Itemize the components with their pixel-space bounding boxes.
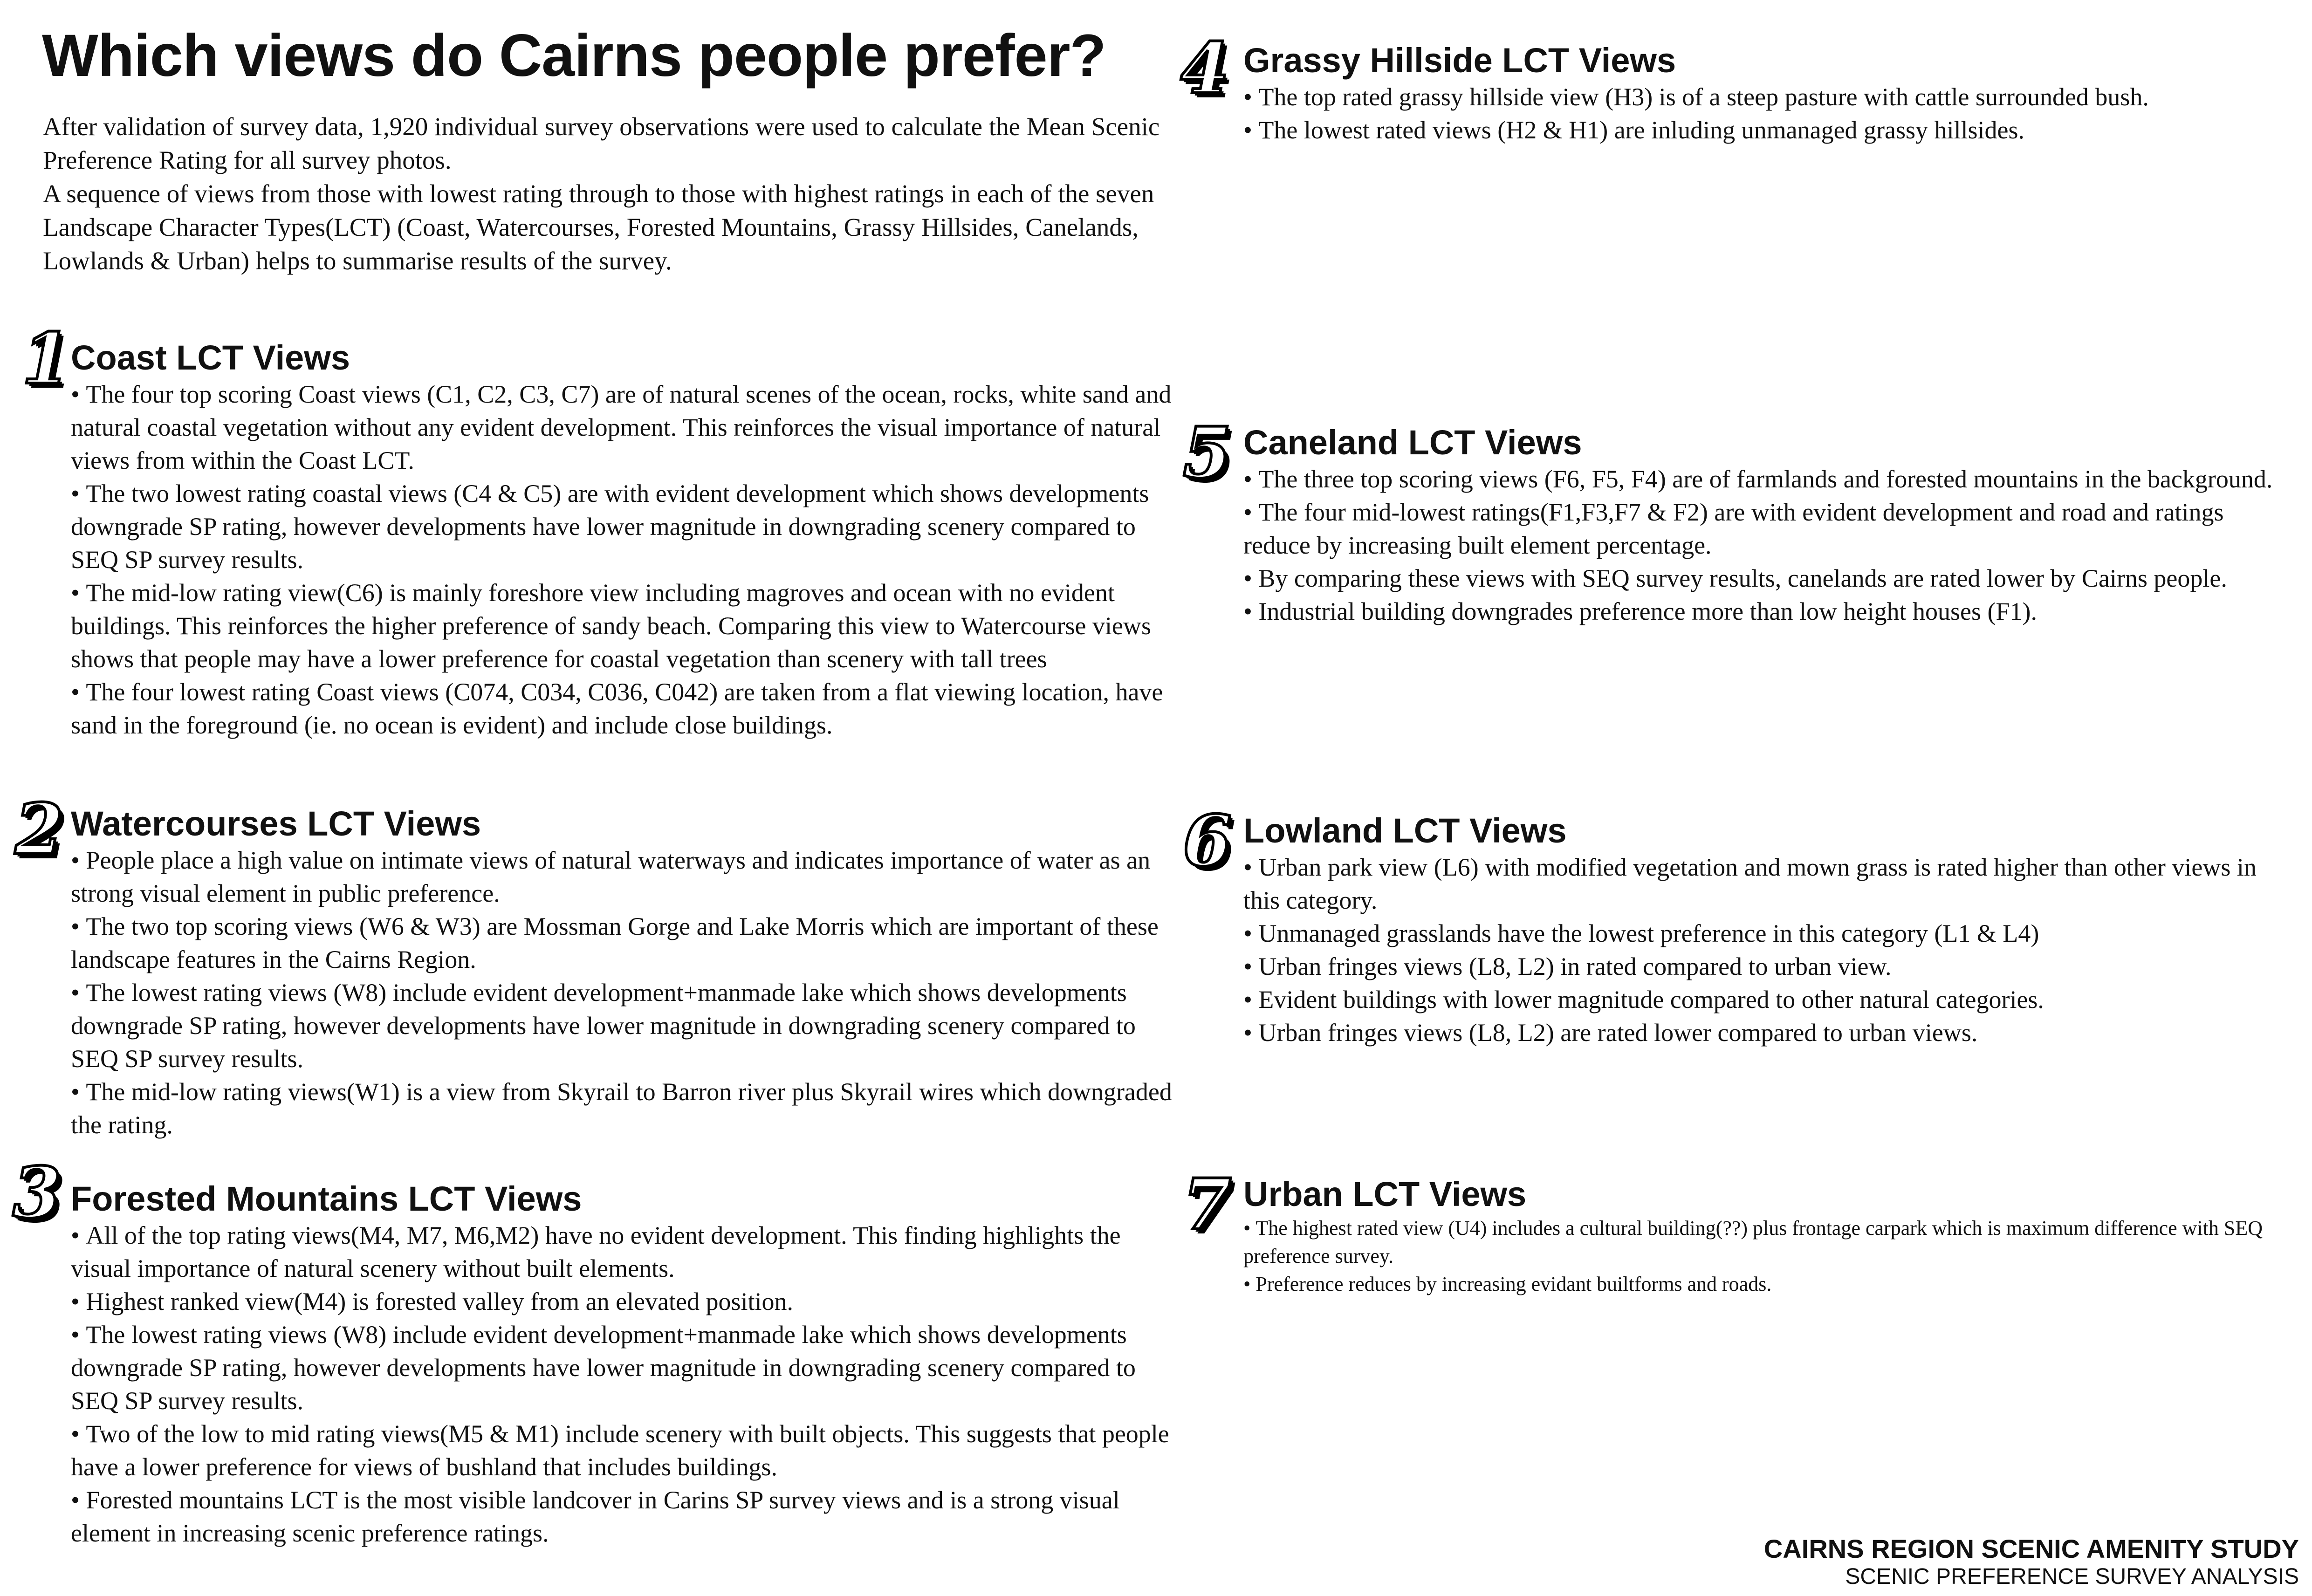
section-urban (1183, 1164, 2287, 1298)
list-item: • The lowest rated views (H2 & H1) are inluding unmanaged grassy hillsides. (1243, 114, 2287, 147)
section-heading: Grassy Hillside LCT Views (1243, 41, 1676, 80)
bullet-list (1243, 463, 2287, 628)
list-item: • Urban park view (L6) with modified vegetation and mown grass is rated higher than other views in this category. (1243, 851, 2287, 917)
list-item: • Two of the low to mid rating views(M5 & M1) include scenery with built objects. This suggests that people have a lower preference for views of bushland that includes buildings. (71, 1418, 1180, 1484)
list-item: • The lowest rating views (W8) include evident development+manmade lake which shows developments downgrade SP rating, however developments have lower magnitude in downgrading scenery compared to SEQ SP survey results. (71, 976, 1180, 1075)
list-item: • Urban fringes views (L8, L2) are rated lower compared to urban views. (1243, 1016, 2287, 1049)
list-item: • Unmanaged grasslands have the lowest preference in this category (L1 & L4) (1243, 917, 2287, 950)
section-number-2-icon: 2 (15, 788, 64, 870)
list-item: • The top rated grassy hillside view (H3) is of a steep pasture with cattle surrounded bush. (1243, 81, 2287, 114)
list-item: • Preference reduces by increasing evidant builtforms and roads. (1243, 1270, 2287, 1298)
section-heading: Lowland LCT Views (1243, 811, 1567, 850)
section-forested-mountains (13, 1152, 1180, 1550)
list-item: • Industrial building downgrades preference more than low height houses (F1). (1243, 595, 2287, 628)
intro-paragraph-1: After validation of survey data, 1,920 individual survey observations were used to calculate the Mean Scenic Preference Rating for all survey photos. (43, 112, 1160, 174)
list-item: • People place a high value on intimate views of natural waterways and indicates importance of water as an strong visual element in public preference. (71, 844, 1180, 910)
bullet-list (1243, 851, 2287, 1049)
section-grassy-hillside (1180, 27, 2287, 147)
intro-text (43, 110, 1180, 278)
section-heading: Forested Mountains LCT Views (71, 1179, 582, 1218)
list-item: • The mid-low rating view(C6) is mainly foreshore view including magroves and ocean with no evident buildings. This reinforces the higher preference of sandy beach. Comparing this view to Watercourse views shows that people may have a lower preference for coastal vegetation than scenery with tall trees (71, 576, 1180, 676)
list-item: • Forested mountains LCT is the most visible landcover in Carins SP survey views and is a strong visual element in increasing scenic preference ratings. (71, 1484, 1180, 1550)
list-item: • The lowest rating views (W8) include evident development+manmade lake which shows developments downgrade SP rating, however developments have lower magnitude in downgrading scenery compared to SEQ SP survey results. (71, 1318, 1180, 1418)
study-subtitle: SCENIC PREFERENCE SURVEY ANALYSIS (1845, 1564, 2299, 1589)
list-item: • The three top scoring views (F6, F5, F4) are of farmlands and forested mountains in the background. (1243, 463, 2287, 496)
bullet-list (71, 378, 1180, 742)
list-item: • The two lowest rating coastal views (C4 & C5) are with evident development which shows developments downgrade SP rating, however developments have lower magnitude in downgrading scenery compared to SEQ SP survey results. (71, 477, 1180, 576)
list-item: • All of the top rating views(M4, M7, M6,M2) have no evident development. This finding highlights the visual importance of natural scenery without built elements. (71, 1219, 1180, 1285)
page-title: Which views do Cairns people prefer? (42, 22, 1106, 89)
study-title: CAIRNS REGION SCENIC AMENITY STUDY (1763, 1534, 2299, 1563)
section-heading: Watercourses LCT Views (71, 804, 481, 843)
section-number-5-icon: 5 (1183, 412, 1232, 494)
list-item: • The highest rated view (U4) includes a cultural building(??) plus frontage carpark which is maximum difference with SEQ preference survey. (1243, 1214, 2287, 1270)
section-number-1-icon: 1 (22, 318, 71, 400)
section-number-6-icon: 6 (1183, 800, 1232, 882)
list-item: • The mid-low rating views(W1) is a view from Skyrail to Barron river plus Skyrail wires which downgraded the rating. (71, 1075, 1180, 1142)
bullet-list (71, 844, 1180, 1142)
section-number-3-icon: 3 (13, 1152, 62, 1234)
bullet-list (1243, 1214, 2287, 1298)
section-heading: Coast LCT Views (71, 338, 350, 377)
list-item: • The four top scoring Coast views (C1, C2, C3, C7) are of natural scenes of the ocean, rocks, white sand and natural coastal vegetation without any evident development. This reinforces the visual importance of natural views from within the Coast LCT. (71, 378, 1180, 477)
section-watercourses (15, 788, 1180, 1142)
list-item: • By comparing these views with SEQ survey results, canelands are rated lower by Cairns people. (1243, 562, 2287, 595)
section-caneland (1183, 412, 2287, 628)
section-heading: Urban LCT Views (1243, 1175, 1527, 1213)
intro-paragraph-2: A sequence of views from those with lowest rating through to those with highest ratings in each of the seven Landscape Character Types(LCT) (Coast, Watercourses, Forested Mountains, Grassy Hillsides, Canelands, Lowlands & Urban) helps to summarise results of the survey. (43, 179, 1154, 275)
list-item: • The two top scoring views (W6 & W3) are Mossman Gorge and Lake Morris which are important of these landscape features in the Cairns Region. (71, 910, 1180, 976)
section-number-4-icon: 4 (1180, 27, 1229, 110)
section-number-7-icon: 7 (1183, 1164, 1232, 1246)
section-heading: Caneland LCT Views (1243, 423, 1582, 462)
footer (1764, 1534, 2299, 1590)
list-item: • Evident buildings with lower magnitude compared to other natural categories. (1243, 983, 2287, 1016)
bullet-list (71, 1219, 1180, 1550)
list-item: • The four lowest rating Coast views (C074, C034, C036, C042) are taken from a flat viewing location, have sand in the foreground (ie. no ocean is evident) and include close buildings. (71, 676, 1180, 742)
bullet-list (1243, 81, 2287, 147)
list-item: • The four mid-lowest ratings(F1,F3,F7 & F2) are with evident development and road and ratings reduce by increasing built element percentage. (1243, 496, 2287, 562)
list-item: • Highest ranked view(M4) is forested valley from an elevated position. (71, 1285, 1180, 1318)
section-lowland (1183, 800, 2287, 1049)
list-item: • Urban fringes views (L8, L2) in rated compared to urban view. (1243, 950, 2287, 983)
section-coast (22, 318, 1180, 742)
